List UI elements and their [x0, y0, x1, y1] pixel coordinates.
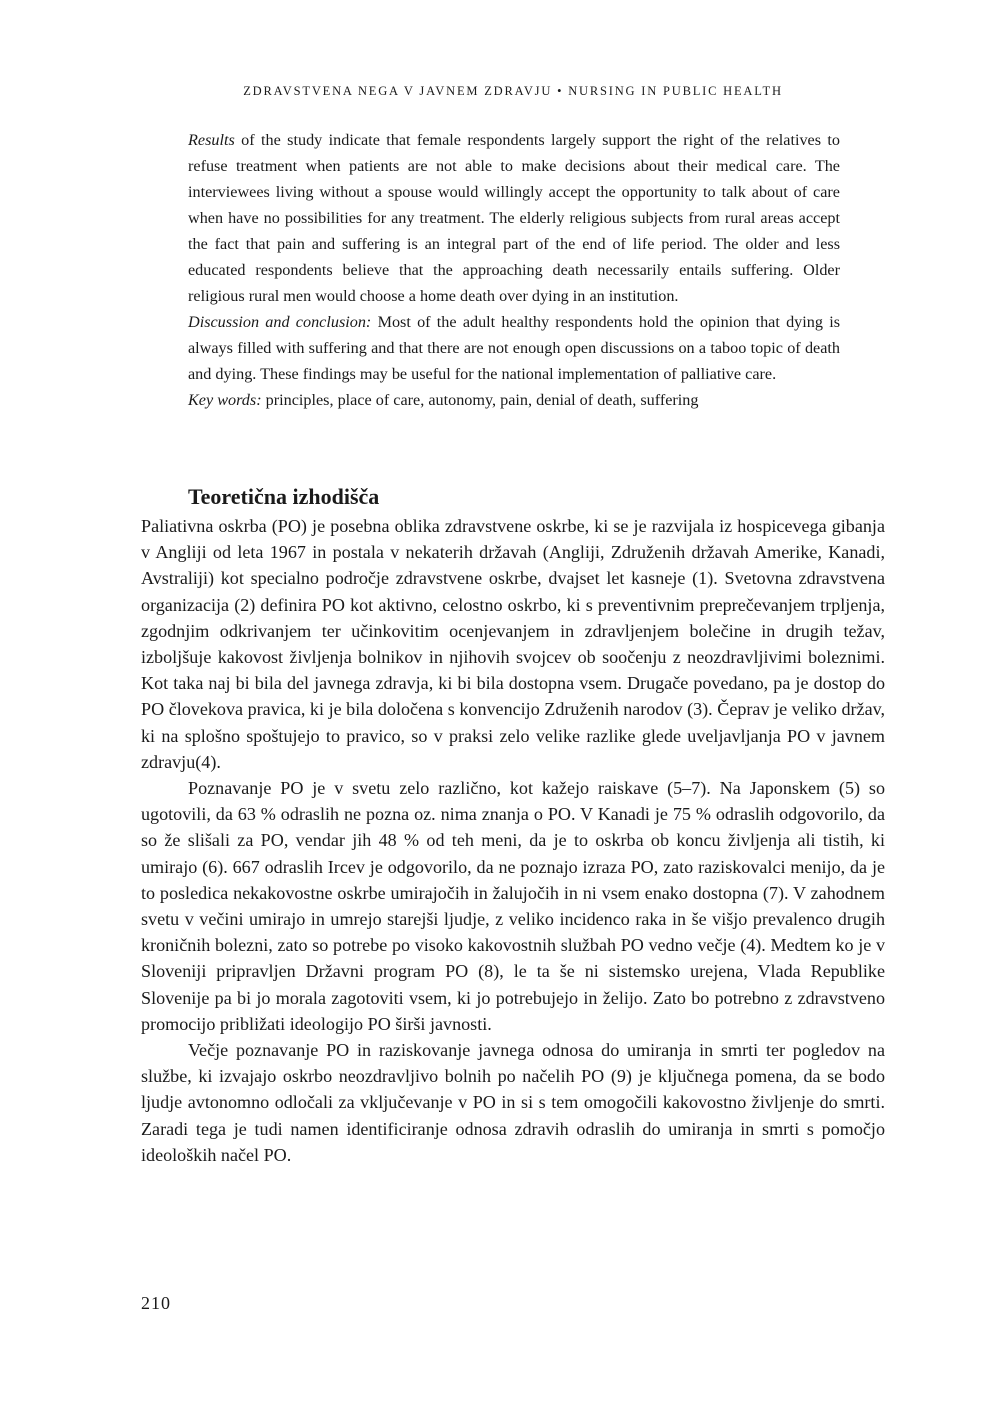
results-label: Results — [188, 131, 235, 149]
paragraph: Večje poznavanje PO in raziskovanje javnega odnosa do umiranja in smrti ter pogledov na službe, ki izvajajo oskrbo neozdravljivo bolnih po načelih PO (9) je ključnega pomena, da se bodo ljudje avtonomno odločali za vključevanje v PO in si s tem omogočili kakovostno življenje do smrti. Zaradi tega je tudi namen identificiranje odnosa zdravih odraslih do umiranja in smrti s pomočjo ideoloških načel PO. — [141, 1040, 885, 1165]
page-number: 210 — [141, 1293, 171, 1313]
keywords-text: principles, place of care, autonomy, pain, denial of death, suffering — [261, 391, 699, 409]
section-body — [141, 513, 885, 1168]
keywords-label: Key words: — [188, 391, 262, 409]
paragraph: Paliativna oskrba (PO) je posebna oblika zdravstvene oskrbe, ki se je razvijala iz hospicevega gibanja v Angliji od leta 1967 in postala v nekaterih državah (Angliji, Združenih državah Amerike, Kanadi, Avstraliji) kot specialno področje zdravstvene oskrbe, dvajset let kasneje (1). Svetovna zdravstvena organizacija (2) definira PO kot aktivno, celostno oskrbo, ki s preventivnim preprečevanjem trpljenja, zgodnjim odkrivanjem ter učinkovitim ocenjevanjem in zdravljenjem bolečine in drugih težav, izboljšuje kakovost življenja bolnikov in njihovih svojcev ob soočenju z neozdravljivimi boleznimi. Kot taka naj bi bila del javnega zdravja, ki bi bila dostopna vsem. Drugače povedano, pa je dostop do PO človekova pravica, ki je bila določena s konvencijo Združenih narodov (3). Čeprav je veliko držav, ki na splošno spoštujejo to pravico, so v praksi zelo velike razlike glede uveljavljanja PO v javnem zdravju(4). — [141, 516, 885, 772]
discussion-label: Discussion and conclusion: — [188, 313, 372, 331]
abstract-discussion — [188, 309, 840, 387]
abstract — [188, 127, 840, 413]
results-text: of the study indicate that female respondents largely support the right of the relatives to refuse treatment when patients are not able to make decisions about their medical care. The interviewees living without a spouse would willingly accept the opportunity to talk about of care when have no possibilities for any treatment. The elderly religious subjects from rural areas accept the fact that pain and suffering is an integral part of the end of life period. The older and less educated respondents believe that the approaching death necessarily entails suffering. Older religious rural men would choose a home death over dying in an institution. — [188, 131, 840, 305]
section-heading: Teoretična izhodišča — [188, 484, 380, 509]
abstract-keywords — [188, 387, 840, 413]
discussion-text: Most of the adult healthy respondents hold the opinion that dying is always filled with suffering and that there are not enough open discussions on a taboo topic of death and dying. These findings may be useful for the national implementation of palliative care. — [188, 313, 840, 383]
abstract-results — [188, 127, 840, 309]
paragraph: Poznavanje PO je v svetu zelo različno, kot kažejo raiskave (5–7). Na Japonskem (5) so ugotovili, da 63 % odraslih ne pozna oz. nima znanja o PO. V Kanadi je 75 % odraslih odgovorilo, da so že slišali za PO, vendar jih 48 % od teh meni, da je to oskrba ob koncu življenja ali tistih, ki umirajo (6). 667 odraslih Ircev je odgovorilo, da ne poznajo izraza PO, zato raziskovalci menijo, da je to posledica nekakovostne oskrbe umirajočih in žalujočih in ni vsem enako dostopna (7). V zahodnem svetu v večini umirajo in umrejo starejši ljudje, z veliko incidenco raka in še višjo prevalenco drugih kroničnih bolezni, zato so potrebe po visoko kakovostnih službah PO vedno večje (4). Medtem ko je v Sloveniji pripravljen Državni program PO (8), le ta še ni sistemsko urejena, Vlada Republike Slovenije pa bi jo morala zagotoviti vsem, ki jo potrebujejo in želijo. Zato bo potrebno z zdravstveno promocijo približati ideologijo PO širši javnosti. — [141, 778, 885, 1034]
running-header: ZDRAVSTVENA NEGA V JAVNEM ZDRAVJU • NURSING IN PUBLIC HEALTH — [243, 84, 783, 98]
